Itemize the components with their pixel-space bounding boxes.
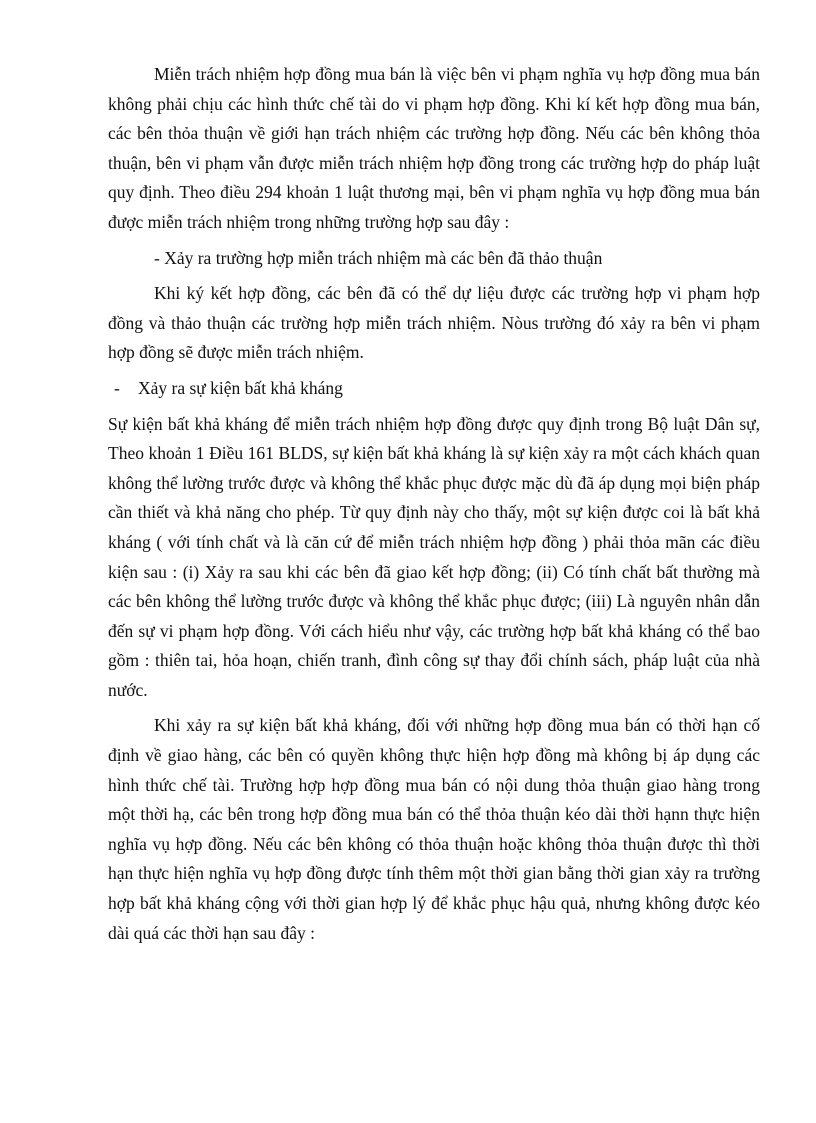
list-item-force-majeure xyxy=(108,374,760,404)
paragraph-force-majeure-consequences: Khi xảy ra sự kiện bất khả kháng, đối với những hợp đồng mua bán có thời hạn cố định về giao hàng, các bên có quyền không thực hiện hợp đồng mà không bị áp dụng các hình thức chế tài. Trường hợp hợp đồng mua bán có nội dung thỏa thuận giao hàng trong một thời hạ, các bên trong hợp đồng mua bán có thể thỏa thuận kéo dài thời hạnn thực hiện nghĩa vụ hợp đồng. Nếu các bên không có thỏa thuận hoặc không thỏa thuận được thì thời hạn thực hiện nghĩa vụ hợp đồng được tính thêm một thời gian bằng thời gian xảy ra trường hợp bất khả kháng cộng với thời gian hợp lý để khắc phục hậu quả, nhưng không được kéo dài quá các thời hạn sau đây : xyxy=(108,715,760,943)
paragraph-agreed-exemption-heading: - Xảy ra trường hợp miễn trách nhiệm mà các bên đã thảo thuận xyxy=(154,247,603,268)
document-body xyxy=(108,60,760,948)
dash-bullet: - xyxy=(114,377,120,398)
paragraph-agreed-exemption-body: Khi ký kết hợp đồng, các bên đã có thể dự liệu được các trường hợp vi phạm hợp đồng và thảo thuận các trường hợp miễn trách nhiệm. Nòus trường đó xảy ra bên vi phạm hợp đồng sẽ được miễn trách nhiệm. xyxy=(108,283,760,363)
paragraph-exemption-definition: Miễn trách nhiệm hợp đồng mua bán là việc bên vi phạm nghĩa vụ hợp đồng mua bán không phải chịu các hình thức chế tài do vi phạm hợp đồng. Khi kí kết hợp đồng mua bán, các bên thỏa thuận về giới hạn trách nhiệm các trường hợp đồng. Nếu các bên không thỏa thuận, bên vi phạm vẫn được miễn trách nhiệm hợp đồng trong các trường hợp do pháp luật quy định. Theo điều 294 khoản 1 luật thương mại, bên vi phạm nghĩa vụ hợp đồng mua bán được miễn trách nhiệm trong những trường hợp sau đây : xyxy=(108,64,760,232)
paragraph-force-majeure-heading: Xảy ra sự kiện bất khả kháng xyxy=(138,377,343,398)
paragraph-force-majeure-definition: Sự kiện bất khả kháng để miễn trách nhiệm hợp đồng được quy định trong Bộ luật Dân sự, Theo khoản 1 Điều 161 BLDS, sự kiện bất khả kháng là sự kiện xảy ra một cách khách quan không thể lường trước được và không thể khắc phục được mặc dù đã áp dụng mọi biện pháp cần thiết và khả năng cho phép. Từ quy định này cho thấy, một sự kiện được coi là bất khả kháng ( với tính chất và là căn cứ để miễn trách nhiệm hợp đồng ) phải thỏa mãn các điều kiện sau : (i) Xảy ra sau khi các bên đã giao kết hợp đồng; (ii) Có tính chất bất thường mà các bên không thể lường trước được và không thể khắc phục được; (iii) Là nguyên nhân dẫn đến sự vi phạm hợp đồng. Với cách hiểu như vậy, các trường hợp bất khả kháng có thể bao gồm : thiên tai, hỏa hoạn, chiến tranh, đình công sự thay đổi chính sách, pháp luật của nhà nước. xyxy=(108,413,760,700)
